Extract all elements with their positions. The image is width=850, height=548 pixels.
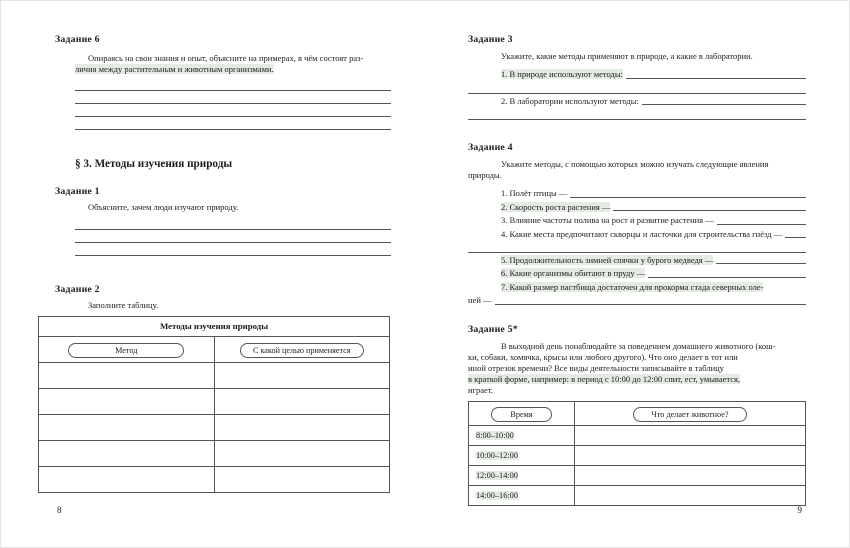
task4-item-3 <box>468 213 806 226</box>
highlighted-text: 5. Продолжительность зимней спячки у бурого медведя — <box>501 254 714 265</box>
time-cell <box>469 425 575 445</box>
task3-item2-label: 2. В лаборатории используют методы: <box>501 95 639 106</box>
writing-line <box>648 277 806 278</box>
task3-items <box>468 67 806 120</box>
time-value: 14:00–16:00 <box>476 490 518 500</box>
purpose-header-cell <box>214 336 390 362</box>
task6-text <box>75 53 391 75</box>
task3-item2 <box>468 94 806 107</box>
empty-cell <box>39 440 215 466</box>
highlighted-text: 7. Какой размер пастбища достаточен для прокорма стада северных оле- <box>501 281 764 292</box>
writing-line <box>468 81 806 94</box>
task4-item-6-text <box>468 267 645 279</box>
methods-table <box>38 316 390 493</box>
task4-items <box>468 186 806 306</box>
task6-title: Задание 6 <box>55 34 100 45</box>
time-value: 8:00–10:00 <box>476 430 514 440</box>
writing-line <box>468 240 806 253</box>
table-row <box>469 445 806 465</box>
task3-item1 <box>468 67 806 80</box>
empty-cell <box>214 440 390 466</box>
time-cell <box>469 465 575 485</box>
writing-line <box>75 217 391 230</box>
table-row <box>39 466 390 492</box>
observation-table <box>468 401 806 506</box>
task4-item-4-text: 4. Какие места предпочитают скворцы и ласточки для строительства гнёзд — <box>501 228 783 239</box>
task2-text: Заполните таблицу. <box>88 299 159 310</box>
method-column-pill: Метод <box>68 343 184 358</box>
task3-title: Задание 3 <box>468 34 513 45</box>
task4-item-1-text: 1. Полёт птицы — <box>501 188 568 199</box>
task5-text-line3: иной отрезок времени? Все виды деятельности записывайте в таблицу <box>468 362 724 373</box>
methods-table-header-row <box>39 336 390 362</box>
empty-cell <box>39 414 215 440</box>
writing-line <box>785 237 806 238</box>
writing-line <box>613 210 806 211</box>
writing-line <box>642 104 806 105</box>
writing-line <box>75 230 391 243</box>
left-page <box>55 0 391 548</box>
empty-cell <box>39 466 215 492</box>
task4-item-7-continuation <box>468 293 806 306</box>
task4-item-5-text <box>468 254 713 266</box>
writing-line <box>75 117 391 130</box>
writing-line <box>570 197 806 198</box>
empty-cell <box>575 445 806 465</box>
writing-line <box>75 243 391 256</box>
time-value: 10:00–12:00 <box>476 450 518 460</box>
empty-cell <box>39 388 215 414</box>
task4-item-7-cont-text: ней — <box>468 295 492 306</box>
page-number-left: 8 <box>57 505 62 515</box>
highlighted-text: 2. Скорость роста растения — <box>501 201 611 212</box>
task4-item-2-text <box>468 201 610 213</box>
time-header-cell <box>469 401 575 425</box>
task5-text-line2: ки, собаки, хомячка, крысы или любого другого). Что оно делает в тот или <box>468 351 738 362</box>
observation-table-header-row <box>469 401 806 425</box>
time-value: 12:00–14:00 <box>476 470 518 480</box>
method-header-cell <box>39 336 215 362</box>
task3-intro: Укажите, какие методы применяют в природе, а какие в лаборатории. <box>501 51 753 61</box>
task4-item-6 <box>468 266 806 279</box>
task4-intro-line1: Укажите методы, с помощью которых можно изучать следующие явления <box>501 158 769 169</box>
task4-item-1 <box>468 186 806 199</box>
highlighted-text: 6. Какие организмы обитают в пруду — <box>501 268 646 279</box>
writing-line <box>495 304 807 305</box>
empty-cell <box>214 362 390 388</box>
task5-text <box>468 341 806 397</box>
task6-writing-lines <box>75 78 391 130</box>
writing-line <box>75 78 391 91</box>
task6-text-line1: Опираясь на свои знания и опыт, объясните на примерах, в чём состоят раз- <box>88 53 364 63</box>
empty-cell <box>214 466 390 492</box>
empty-cell <box>214 414 390 440</box>
task6-text-line2 <box>75 64 391 75</box>
writing-line <box>717 224 806 225</box>
methods-table-title: Методы изучения природы <box>39 316 390 336</box>
task4-title: Задание 4 <box>468 141 513 153</box>
table-row <box>39 362 390 388</box>
task3-item1-label <box>468 68 623 80</box>
methods-table-title-row <box>39 316 390 336</box>
highlighted-text: в краткой форме, например: в период с 10:00 до 12:00 спит, ест, умывается, <box>468 374 740 385</box>
task1-writing-lines <box>75 217 391 256</box>
table-row <box>39 440 390 466</box>
task4-item-4 <box>468 227 806 240</box>
table-row <box>39 388 390 414</box>
time-cell <box>469 485 575 505</box>
empty-cell <box>214 388 390 414</box>
activity-header-cell <box>575 401 806 425</box>
time-cell <box>469 445 575 465</box>
table-row <box>469 465 806 485</box>
task4-item-2 <box>468 200 806 213</box>
empty-cell <box>575 465 806 485</box>
task4-item-5 <box>468 253 806 266</box>
writing-line <box>468 107 806 120</box>
writing-line <box>75 91 391 104</box>
empty-cell <box>575 425 806 445</box>
task5-text-line1: В выходной день понаблюдайте за поведением домашнего животного (кош- <box>501 340 776 351</box>
task4-intro <box>468 159 806 181</box>
empty-cell <box>575 485 806 505</box>
task4-item-3-text: 3. Влияние частоты полива на рост и развитие растения — <box>501 215 714 226</box>
task1-title: Задание 1 <box>55 186 100 198</box>
writing-line <box>75 104 391 117</box>
table-row <box>469 485 806 505</box>
table-row <box>469 425 806 445</box>
task1-text: Объясните, зачем люди изучают природу. <box>88 202 239 213</box>
task5-title: Задание 5* <box>468 323 518 335</box>
highlighted-text: личия между растительным и животным организмами. <box>75 64 274 75</box>
right-page <box>468 0 806 548</box>
activity-column-pill: Что делает животное? <box>633 407 748 422</box>
task2-title: Задание 2 <box>55 283 100 295</box>
time-column-pill: Время <box>491 407 551 422</box>
purpose-column-pill: С какой целью применяется <box>240 343 364 358</box>
table-row <box>39 414 390 440</box>
writing-line <box>716 263 806 264</box>
section-title: § 3. Методы изучения природы <box>75 158 233 171</box>
task4-item-7-text <box>468 281 763 293</box>
task5-text-line4 <box>468 374 806 385</box>
task4-intro-line2: природы. <box>468 170 502 181</box>
page-number-right: 9 <box>797 505 802 515</box>
highlighted-text: 1. В природе используют методы: <box>501 69 623 80</box>
task4-item-7 <box>468 280 806 293</box>
empty-cell <box>39 362 215 388</box>
task5-text-line5: играет. <box>468 385 494 396</box>
writing-line <box>626 78 806 79</box>
